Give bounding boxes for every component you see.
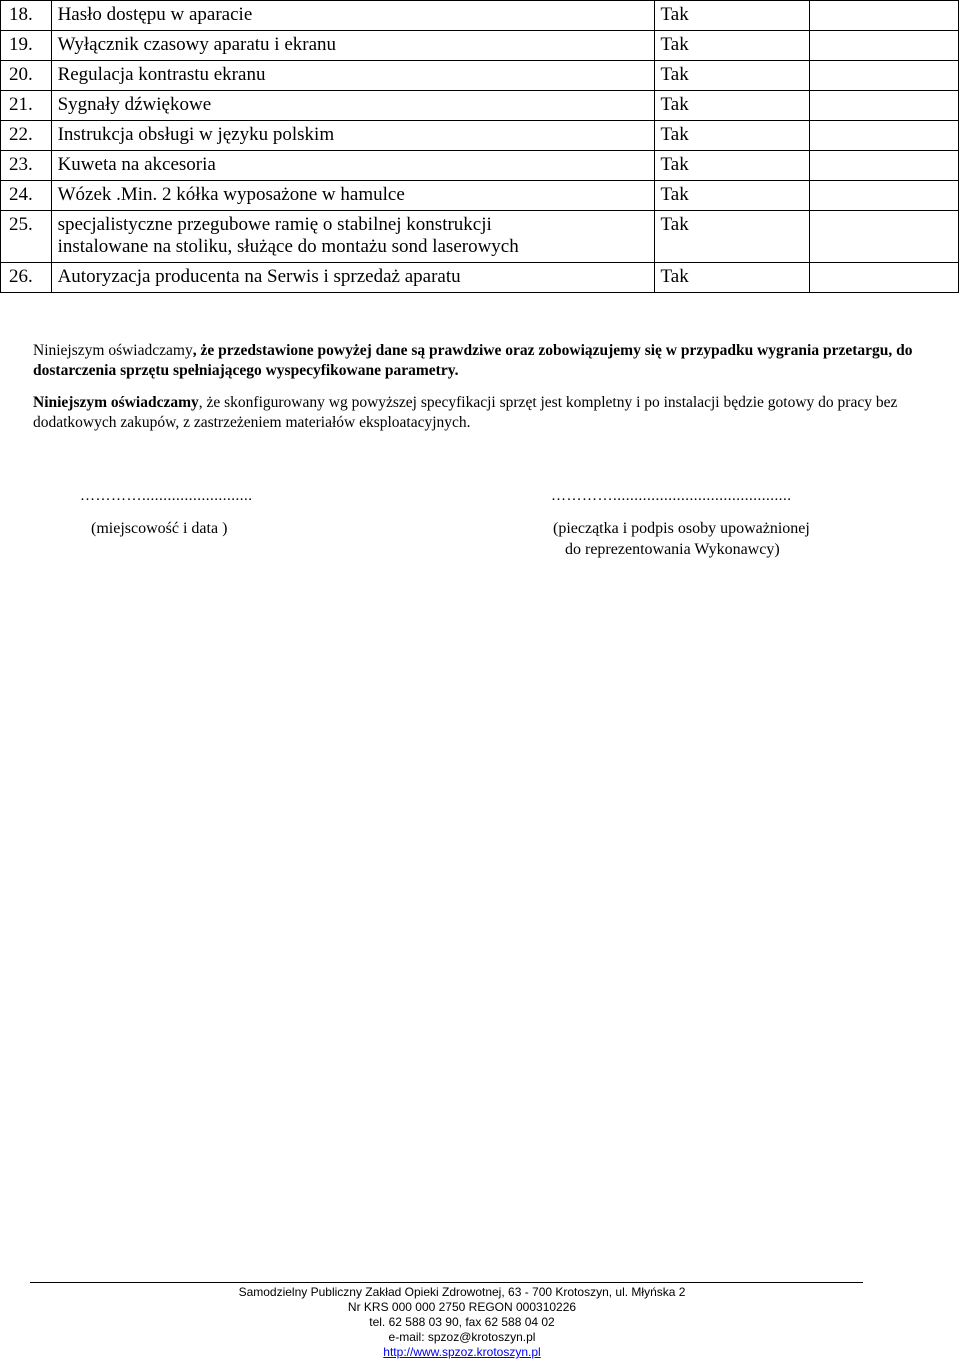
- row-value: Tak: [654, 31, 810, 61]
- footer-address: Samodzielny Publiczny Zakład Opieki Zdrowotnej, 63 - 700 Krotoszyn, ul. Młyńska 2: [238, 1285, 686, 1299]
- row-value: Tak: [654, 181, 810, 211]
- signature-caption-line-1: (pieczątka i podpis osoby upoważnionej: [553, 520, 810, 537]
- row-description-line-1: Wyłącznik czasowy aparatu i ekranu: [57, 34, 337, 55]
- place-date-dotted-line: …………..........................: [80, 488, 253, 504]
- footer-divider: [30, 1282, 863, 1283]
- row-description: [51, 31, 654, 61]
- table-row: [1, 31, 959, 61]
- row-value: Tak: [654, 263, 810, 293]
- table-row: [1, 263, 959, 293]
- row-offered-parameter: [810, 151, 959, 181]
- row-number: 23.: [1, 151, 52, 181]
- signature-caption-line-2: do reprezentowania Wykonawcy): [565, 541, 780, 558]
- row-number: 19.: [1, 31, 52, 61]
- row-offered-parameter: [810, 211, 959, 263]
- row-description: [51, 151, 654, 181]
- row-description-line-1: specjalistyczne przegubowe ramię o stabilnej konstrukcji: [57, 214, 492, 235]
- table-row: [1, 61, 959, 91]
- row-value: Tak: [654, 151, 810, 181]
- row-description: [51, 211, 654, 263]
- row-description: [51, 181, 654, 211]
- row-description: [51, 1, 654, 31]
- row-offered-parameter: [810, 263, 959, 293]
- row-value: Tak: [654, 121, 810, 151]
- table-row: [1, 211, 959, 263]
- signature-dotted-line: …………..........................................: [551, 488, 792, 504]
- row-number: 21.: [1, 91, 52, 121]
- row-offered-parameter: [810, 61, 959, 91]
- row-number: 26.: [1, 263, 52, 293]
- footer-email: e-mail: spzoz@krotoszyn.pl: [388, 1330, 536, 1344]
- row-description-line-1: Hasło dostępu w aparacie: [57, 4, 253, 25]
- row-description: [51, 61, 654, 91]
- row-number: 18.: [1, 1, 52, 31]
- row-description-line-1: Kuweta na akcesoria: [57, 154, 216, 175]
- declaration-2-text: , że skonfigurowany wg powyższej specyfikacji sprzęt jest kompletny i po instalacji będzie gotowy do pracy bez dodatkowych zakupów, z zastrzeżeniem materiałów eksploatacyjnych.: [33, 394, 898, 431]
- footer-website-link[interactable]: http://www.spzoz.krotoszyn.pl: [383, 1345, 541, 1359]
- row-description-line-1: Autoryzacja producenta na Serwis i sprzedaż aparatu: [57, 266, 461, 287]
- row-description-line-1: Wózek .Min. 2 kółka wyposażone w hamulce: [57, 184, 405, 205]
- row-description: [51, 263, 654, 293]
- row-offered-parameter: [810, 181, 959, 211]
- row-description-line-1: Sygnały dźwiękowe: [57, 94, 212, 115]
- footer-registry: Nr KRS 000 000 2750 REGON 000310226: [347, 1300, 577, 1314]
- row-description: [51, 121, 654, 151]
- footer-phone: tel. 62 588 03 90, fax 62 588 04 02: [369, 1315, 555, 1329]
- row-number: 25.: [1, 211, 52, 263]
- row-number: 24.: [1, 181, 52, 211]
- row-value: Tak: [654, 1, 810, 31]
- row-description-line-2: instalowane na stoliku, służące do montażu sond laserowych: [57, 236, 519, 257]
- row-description-line-1: Regulacja kontrastu ekranu: [57, 64, 266, 85]
- row-offered-parameter: [810, 31, 959, 61]
- row-number: 20.: [1, 61, 52, 91]
- table-row: [1, 91, 959, 121]
- row-offered-parameter: [810, 91, 959, 121]
- declaration-1-lead: Niniejszym oświadczamy: [33, 342, 193, 359]
- page-footer: [0, 1285, 960, 1360]
- row-offered-parameter: [810, 1, 959, 31]
- declaration-2-lead: Niniejszym oświadczamy: [33, 394, 199, 411]
- table-row: [1, 181, 959, 211]
- declaration-paragraph-1: [33, 341, 933, 381]
- row-value: Tak: [654, 91, 810, 121]
- specification-table: [0, 0, 959, 293]
- row-number: 22.: [1, 121, 52, 151]
- declaration-paragraph-2: [33, 393, 933, 433]
- table-row: [1, 151, 959, 181]
- declaration-1-text: , że przedstawione powyżej dane są prawdziwe oraz zobowiązujemy się w przypadku wygrania przetargu, do dostarczenia sprzętu spełniającego wyspecyfikowane parametry.: [33, 342, 913, 379]
- row-description-line-1: Instrukcja obsługi w języku polskim: [57, 124, 335, 145]
- place-date-caption: (miejscowość i data ): [91, 520, 228, 537]
- table-row: [1, 121, 959, 151]
- row-offered-parameter: [810, 121, 959, 151]
- table-row: [1, 1, 959, 31]
- row-value: Tak: [654, 211, 810, 263]
- row-value: Tak: [654, 61, 810, 91]
- row-description: [51, 91, 654, 121]
